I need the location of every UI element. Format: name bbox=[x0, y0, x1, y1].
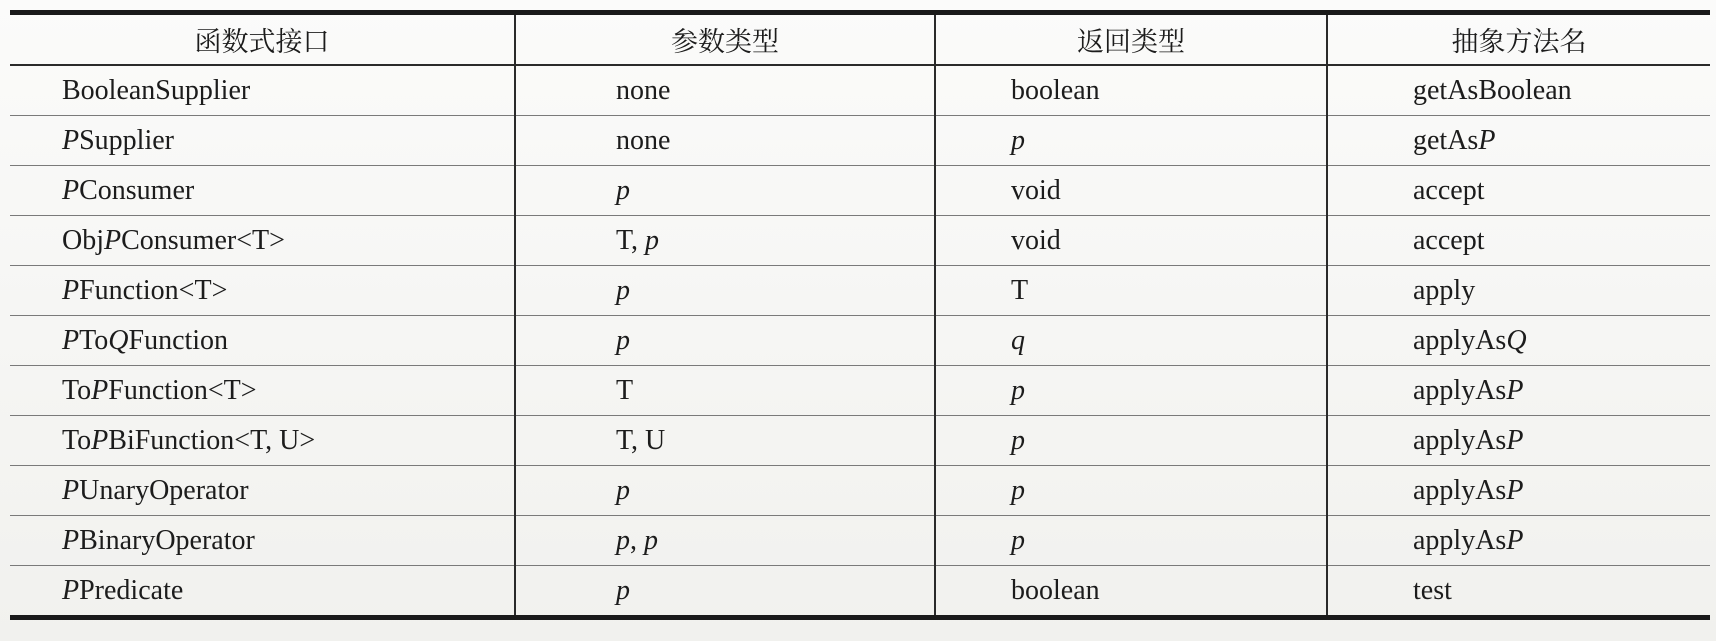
param-type-cell bbox=[515, 316, 935, 366]
return-type-cell bbox=[935, 316, 1327, 366]
cell-text-segment: Obj bbox=[62, 224, 104, 256]
interface-cell bbox=[10, 466, 515, 516]
return-type-cell bbox=[935, 466, 1327, 516]
cell-text-segment: void bbox=[1011, 174, 1061, 206]
method-name-cell bbox=[1327, 516, 1710, 566]
cell-text-segment: T bbox=[1011, 274, 1029, 306]
return-type-cell bbox=[935, 166, 1327, 216]
method-name-cell bbox=[1327, 166, 1710, 216]
cell-text-segment: applyAs bbox=[1413, 524, 1507, 556]
cell-text-segment: P bbox=[1506, 424, 1524, 456]
interface-cell bbox=[10, 366, 515, 416]
cell-text-segment: P bbox=[62, 324, 80, 356]
cell-text-segment: Predicate bbox=[79, 574, 184, 606]
param-type-cell bbox=[515, 416, 935, 466]
cell-text-segment: BiFunction<T, U> bbox=[108, 424, 316, 456]
method-name-cell bbox=[1327, 566, 1710, 618]
interface-cell bbox=[10, 566, 515, 618]
table-row bbox=[10, 466, 1710, 516]
cell-text-segment: Consumer bbox=[79, 174, 195, 206]
functional-interface-table bbox=[10, 10, 1710, 620]
cell-text-segment: , bbox=[630, 524, 644, 556]
param-type-cell bbox=[515, 516, 935, 566]
method-name-cell bbox=[1327, 416, 1710, 466]
table-row bbox=[10, 216, 1710, 266]
method-name-cell bbox=[1327, 266, 1710, 316]
header-interface: 函数式接口 bbox=[10, 13, 515, 66]
cell-text-segment: P bbox=[62, 174, 80, 206]
cell-text-segment: T, U bbox=[616, 424, 666, 456]
cell-text-segment: none bbox=[616, 74, 671, 106]
cell-text-segment: UnaryOperator bbox=[79, 474, 249, 506]
table-row bbox=[10, 516, 1710, 566]
param-type-cell bbox=[515, 266, 935, 316]
cell-text-segment: Consumer<T> bbox=[121, 224, 285, 256]
cell-text-segment: P bbox=[1478, 124, 1496, 156]
return-type-cell bbox=[935, 65, 1327, 116]
cell-text-segment: P bbox=[62, 474, 80, 506]
return-type-cell bbox=[935, 116, 1327, 166]
table-row bbox=[10, 566, 1710, 618]
cell-text-segment: p bbox=[616, 324, 630, 356]
param-type-cell bbox=[515, 466, 935, 516]
cell-text-segment: void bbox=[1011, 224, 1061, 256]
cell-text-segment: P bbox=[62, 124, 80, 156]
cell-text-segment: Supplier bbox=[79, 124, 174, 156]
cell-text-segment: none bbox=[616, 124, 671, 156]
cell-text-segment: p bbox=[645, 224, 660, 256]
table-row bbox=[10, 416, 1710, 466]
cell-text-segment: applyAs bbox=[1413, 324, 1507, 356]
cell-text-segment: p bbox=[616, 574, 630, 606]
table-row bbox=[10, 166, 1710, 216]
cell-text-segment: p bbox=[1011, 374, 1025, 406]
return-type-cell bbox=[935, 216, 1327, 266]
cell-text-segment: P bbox=[62, 524, 80, 556]
method-name-cell bbox=[1327, 316, 1710, 366]
cell-text-segment: applyAs bbox=[1413, 474, 1507, 506]
cell-text-segment: Q bbox=[108, 324, 129, 356]
interface-cell bbox=[10, 416, 515, 466]
cell-text-segment: P bbox=[1506, 524, 1524, 556]
interface-cell bbox=[10, 516, 515, 566]
method-name-cell bbox=[1327, 65, 1710, 116]
param-type-cell bbox=[515, 116, 935, 166]
interface-cell bbox=[10, 316, 515, 366]
header-method-name: 抽象方法名 bbox=[1327, 13, 1710, 66]
cell-text-segment: T, bbox=[616, 224, 646, 256]
cell-text-segment: To bbox=[62, 374, 92, 406]
cell-text-segment: P bbox=[104, 224, 122, 256]
return-type-cell bbox=[935, 266, 1327, 316]
cell-text-segment: BooleanSupplier bbox=[62, 74, 251, 106]
cell-text-segment: BinaryOperator bbox=[79, 524, 255, 556]
cell-text-segment: getAs bbox=[1413, 124, 1479, 156]
return-type-cell bbox=[935, 366, 1327, 416]
cell-text-segment: applyAs bbox=[1413, 374, 1507, 406]
cell-text-segment: apply bbox=[1413, 274, 1476, 306]
cell-text-segment: P bbox=[1506, 474, 1524, 506]
method-name-cell bbox=[1327, 466, 1710, 516]
table-row bbox=[10, 266, 1710, 316]
cell-text-segment: accept bbox=[1413, 224, 1485, 256]
table-body bbox=[10, 65, 1710, 618]
cell-text-segment: P bbox=[91, 424, 109, 456]
cell-text-segment: applyAs bbox=[1413, 424, 1507, 456]
table-row bbox=[10, 316, 1710, 366]
param-type-cell bbox=[515, 366, 935, 416]
cell-text-segment: p bbox=[616, 174, 630, 206]
cell-text-segment: Q bbox=[1506, 324, 1527, 356]
cell-text-segment: To bbox=[62, 424, 92, 456]
cell-text-segment: p bbox=[644, 524, 658, 556]
cell-text-segment: Function<T> bbox=[108, 374, 257, 406]
table-row bbox=[10, 116, 1710, 166]
cell-text-segment: test bbox=[1413, 574, 1452, 606]
return-type-cell bbox=[935, 566, 1327, 618]
return-type-cell bbox=[935, 516, 1327, 566]
interface-cell bbox=[10, 116, 515, 166]
cell-text-segment: p bbox=[1011, 474, 1025, 506]
header-param-type: 参数类型 bbox=[515, 13, 935, 66]
interface-cell bbox=[10, 166, 515, 216]
param-type-cell bbox=[515, 166, 935, 216]
param-type-cell bbox=[515, 65, 935, 116]
cell-text-segment: p bbox=[616, 474, 630, 506]
return-type-cell bbox=[935, 416, 1327, 466]
interface-cell bbox=[10, 216, 515, 266]
cell-text-segment: boolean bbox=[1011, 74, 1100, 106]
cell-text-segment: T bbox=[616, 374, 634, 406]
cell-text-segment: p bbox=[1011, 524, 1025, 556]
cell-text-segment: accept bbox=[1413, 174, 1485, 206]
cell-text-segment: p bbox=[1011, 424, 1025, 456]
header-row bbox=[10, 13, 1710, 66]
cell-text-segment: p bbox=[1011, 124, 1025, 156]
table-row bbox=[10, 366, 1710, 416]
cell-text-segment: getAsBoolean bbox=[1413, 74, 1572, 106]
cell-text-segment: P bbox=[62, 574, 80, 606]
cell-text-segment: Function bbox=[128, 324, 229, 356]
param-type-cell bbox=[515, 566, 935, 618]
cell-text-segment: To bbox=[79, 324, 109, 356]
cell-text-segment: P bbox=[91, 374, 109, 406]
cell-text-segment: P bbox=[62, 274, 80, 306]
cell-text-segment: boolean bbox=[1011, 574, 1100, 606]
method-name-cell bbox=[1327, 116, 1710, 166]
header-return-type: 返回类型 bbox=[935, 13, 1327, 66]
cell-text-segment: q bbox=[1011, 324, 1025, 356]
table-row bbox=[10, 65, 1710, 116]
interface-cell bbox=[10, 266, 515, 316]
method-name-cell bbox=[1327, 366, 1710, 416]
method-name-cell bbox=[1327, 216, 1710, 266]
cell-text-segment: P bbox=[1506, 374, 1524, 406]
cell-text-segment: p bbox=[616, 274, 630, 306]
interface-cell bbox=[10, 65, 515, 116]
cell-text-segment: p bbox=[616, 524, 630, 556]
param-type-cell bbox=[515, 216, 935, 266]
cell-text-segment: Function<T> bbox=[79, 274, 228, 306]
